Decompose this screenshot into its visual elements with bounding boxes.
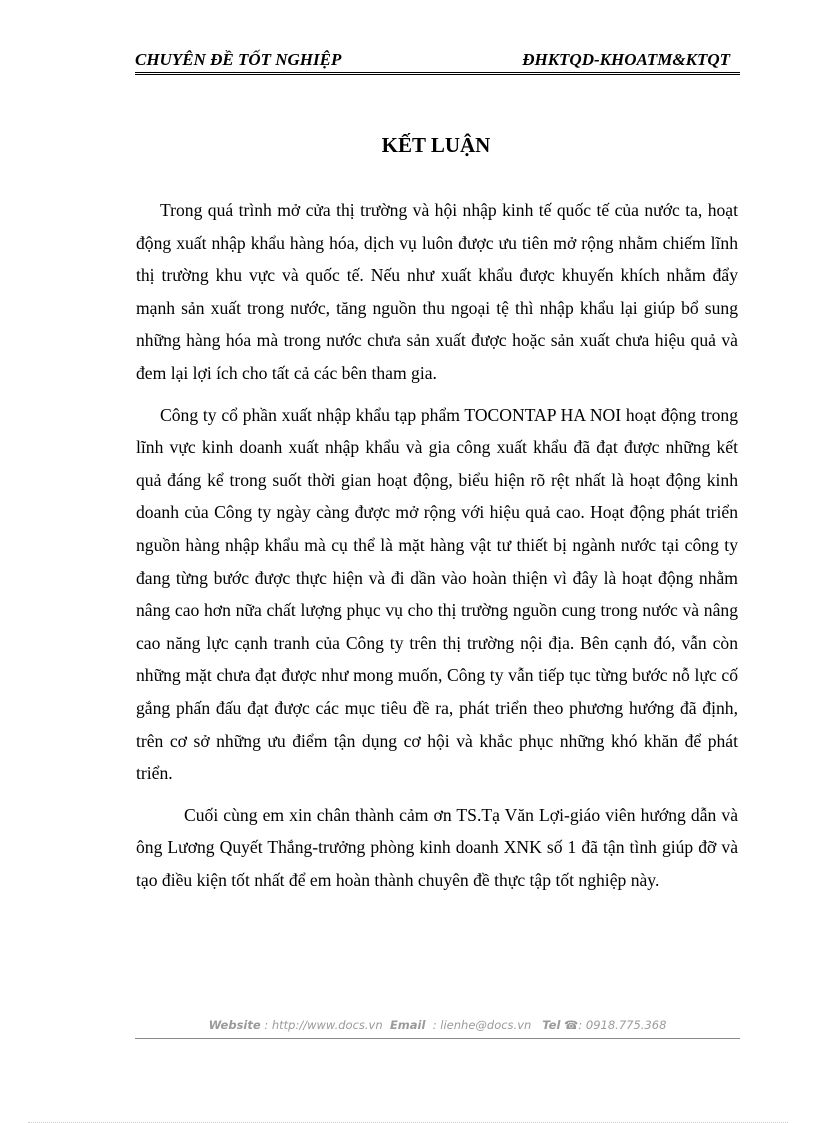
- footer-tel-label: Tel: [542, 1018, 561, 1032]
- footer-email-value: : lienhe@docs.vn: [432, 1018, 532, 1032]
- page-title: KẾT LUẬN: [381, 133, 491, 157]
- page-header: [135, 48, 740, 75]
- paragraph-3: Cuối cùng em xin chân thành cảm ơn TS.Tạ Văn Lợi-giáo viên hướng dẫn và ông Lương Quyết Thắng-trưởng phòng kinh doanh XNK số 1 đã tận tình giúp đỡ và tạo điều kiện tốt nhất để em hoàn thành chuyên đề thực tập tốt nghiệp này.: [136, 804, 738, 890]
- footer-website-label: Website: [208, 1018, 261, 1032]
- paragraph-1: Trong quá trình mở cửa thị trường và hội nhập kinh tế quốc tế của nước ta, hoạt động xuất nhập khẩu hàng hóa, dịch vụ luôn được ưu tiên mở rộng nhằm chiếm lĩnh thị trường khu vực và quốc tế. Nếu như xuất khẩu được khuyến khích nhằm đẩy mạnh sản xuất trong nước, tăng nguồn thu ngoại tệ thì nhập khẩu lại giúp bổ sung những hàng hóa mà trong nước chưa sản xuất được hoặc sản xuất chưa hiệu quả và đem lại lợi ích cho tất cả các bên tham gia.: [136, 200, 738, 383]
- phone-icon: ☎: [564, 1018, 579, 1032]
- document-body: [136, 194, 738, 905]
- footer-email-label: Email: [389, 1018, 426, 1032]
- footer-tel-value: : 0918.775.368: [578, 1018, 667, 1032]
- header-left-title: CHUYÊN ĐỀ TỐT NGHIỆP: [135, 50, 342, 69]
- page-footer: [135, 1018, 740, 1039]
- footer-website-value: : http://www.docs.vn: [264, 1018, 383, 1032]
- header-right-title: ĐHKTQD-KHOATM&KTQT: [522, 50, 730, 69]
- paragraph-2: Công ty cổ phần xuất nhập khẩu tạp phẩm TOCONTAP HA NOI hoạt động trong lĩnh vực kinh doanh xuất nhập khẩu và gia công xuất khẩu đã đạt được những kết quả đáng kể trong suốt thời gian hoạt động, biểu hiện rõ rệt nhất là hoạt động kinh doanh của Công ty ngày càng được mở rộng với hiệu quả cao. Hoạt động phát triển nguồn hàng nhập khẩu mà cụ thể là mặt hàng vật tư thiết bị ngành nước tại công ty đang từng bước được thực hiện và đi dần vào hoàn thiện vì đây là hoạt động nhằm nâng cao hơn nữa chất lượng phục vụ cho thị trường nguồn cung trong nước và nâng cao năng lực cạnh tranh của Công ty trên thị trường nội địa. Bên cạnh đó, vẫn còn những mặt chưa đạt được như mong muốn, Công ty vẫn tiếp tục từng bước nỗ lực cố gắng phấn đấu đạt được các mục tiêu đề ra, phát triển theo phương hướng đã định, trên cơ sở những ưu điểm tận dụng cơ hội và khắc phục những khó khăn để phát triển.: [136, 404, 738, 784]
